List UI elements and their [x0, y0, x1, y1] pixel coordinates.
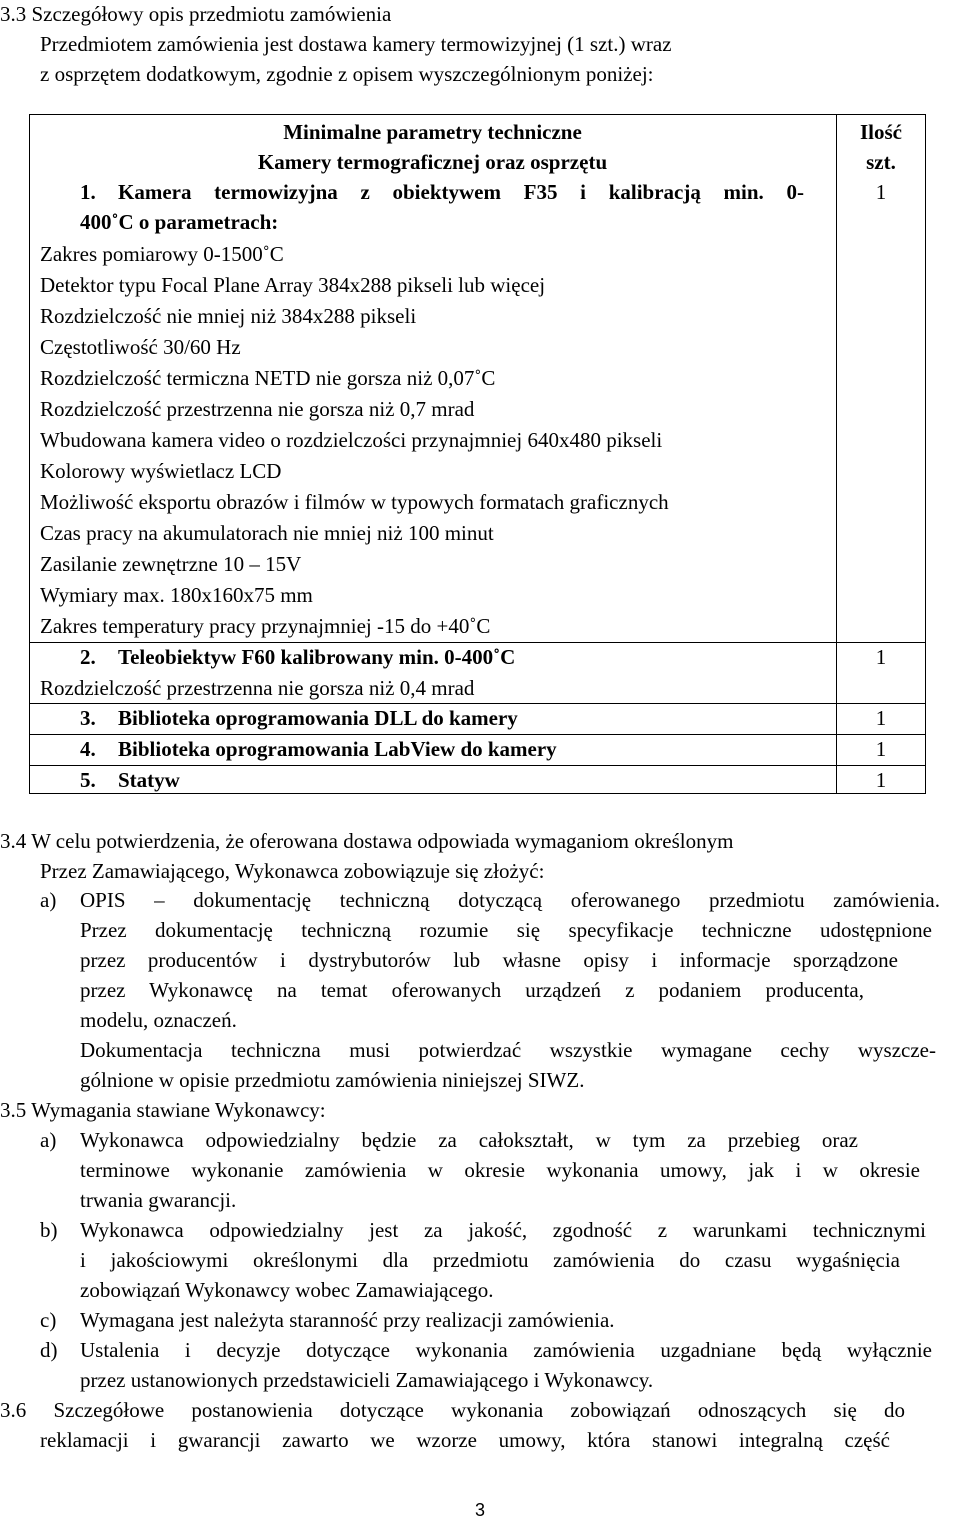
item-1-param: Kolorowy wyświetlacz LCD [40, 459, 282, 483]
item-5-number: 5. [80, 768, 96, 792]
list-marker: a) [40, 1128, 57, 1152]
section-3-5-a-line: trwania gwarancji. [80, 1188, 237, 1212]
section-3-3-intro-line1: Przedmiotem zamówienia jest dostawa kamery termowizyjnej (1 szt.) wraz [40, 32, 672, 56]
item-1-param: Rozdzielczość termiczna NETD nie gorsza niż 0,07˚C [40, 366, 496, 390]
item-1-param: Czas pracy na akumulatorach nie mniej niż 100 minut [40, 521, 494, 545]
section-3-5-d-line: Ustalenia i decyzje dotyczące wykonania zamówienia uzgadniane będą wyłącznie [80, 1338, 932, 1362]
section-3-4-a-line: OPIS – dokumentację techniczną dotyczącą oferowanego przedmiotu zamówienia. [80, 888, 940, 912]
item-1-number: 1. [80, 180, 96, 204]
quantity-header-line1: Ilość [860, 120, 902, 144]
item-1-param: Detektor typu Focal Plane Array 384x288 pikseli lub więcej [40, 273, 546, 297]
quantity-header-line2: szt. [866, 150, 896, 174]
item-3-number: 3. [80, 706, 96, 730]
list-marker: b) [40, 1218, 58, 1242]
section-3-4-line1: 3.4 W celu potwierdzenia, że oferowana dostawa odpowiada wymaganiom określonym [0, 829, 734, 853]
section-3-3-intro-line2: z osprzętem dodatkowym, zgodnie z opisem wyszczególnionym poniżej: [40, 62, 654, 86]
item-2-number: 2. [80, 645, 96, 669]
list-marker: a) [40, 888, 57, 912]
section-3-4-a-line: modelu, oznaczeń. [80, 1008, 237, 1032]
item-1-title: Kamera termowizyjna z obiektywem F35 i kalibracją min. 0- [118, 180, 804, 204]
section-3-5-c-line: Wymagana jest należyta staranność przy realizacji zamówienia. [80, 1308, 615, 1332]
section-3-5-d-line: przez ustanowionych przedstawicieli Zamawiającego i Wykonawcy. [80, 1368, 654, 1392]
section-3-5-heading: 3.5 Wymagania stawiane Wykonawcy: [0, 1098, 326, 1122]
list-marker: d) [40, 1338, 58, 1362]
item-1-quantity: 1 [875, 180, 887, 204]
section-3-4-line2: Przez Zamawiającego, Wykonawca zobowiązuje się złożyć: [40, 859, 545, 883]
table-column-divider [836, 114, 837, 794]
item-1-param: Zakres pomiarowy 0-1500˚C [40, 242, 284, 266]
section-3-4-a-line: Dokumentacja techniczna musi potwierdzać wszystkie wymagane cechy wyszcze- [80, 1038, 936, 1062]
list-marker: c) [40, 1308, 57, 1332]
section-3-4-a-line: przez producentów i dystrybutorów lub własne opisy i informacje sporządzone [80, 948, 898, 972]
section-3-4-a-line: przez Wykonawcę na temat oferowanych urządzeń z podaniem producenta, [80, 978, 864, 1002]
item-4-quantity: 1 [875, 737, 887, 761]
section-3-5-b-line: i jakościowymi określonymi dla przedmiotu zamówienia do czasu wygaśnięcia [80, 1248, 900, 1272]
item-1-param: Rozdzielczość przestrzenna nie gorsza niż 0,7 mrad [40, 397, 475, 421]
section-3-5-a-line: terminowe wykonanie zamówienia w okresie wykonania umowy, jak i w okresie [80, 1158, 920, 1182]
item-3-title: Biblioteka oprogramowania DLL do kamery [118, 706, 518, 730]
item-5-quantity: 1 [875, 768, 887, 792]
section-3-5-b-line: zobowiązań Wykonawcy wobec Zamawiającego. [80, 1278, 494, 1302]
item-1-param: Zakres temperatury pracy przynajmniej -15 do +40˚C [40, 614, 491, 638]
section-3-5-a-line: Wykonawca odpowiedzialny będzie za całokształt, w tym za przebieg oraz [80, 1128, 858, 1152]
item-1-param: Częstotliwość 30/60 Hz [40, 335, 241, 359]
item-1-param: Wymiary max. 180x160x75 mm [40, 583, 313, 607]
section-3-3-heading: 3.3 Szczegółowy opis przedmiotu zamówienia [0, 2, 392, 26]
item-5-title: Statyw [118, 768, 180, 792]
item-2-quantity: 1 [875, 645, 887, 669]
item-3-quantity: 1 [875, 706, 887, 730]
section-3-4-a-line: gólnione w opisie przedmiotu zamówienia niniejszej SIWZ. [80, 1068, 585, 1092]
item-1-param: Możliwość eksportu obrazów i filmów w typowych formatach graficznych [40, 490, 669, 514]
item-1-param: Rozdzielczość nie mniej niż 384x288 pikseli [40, 304, 417, 328]
section-3-4-a-line: Przez dokumentację techniczną rozumie się specyfikacje techniczne udostępnione [80, 918, 932, 942]
section-3-5-b-line: Wykonawca odpowiedzialny jest za jakość, zgodność z warunkami technicznymi [80, 1218, 926, 1242]
item-4-title: Biblioteka oprogramowania LabView do kamery [118, 737, 557, 761]
page-number: 3 [474, 1500, 485, 1520]
item-1-param: Wbudowana kamera video o rozdzielczości przynajmniej 640x480 pikseli [40, 428, 663, 452]
item-4-number: 4. [80, 737, 96, 761]
table-header-line1: Minimalne parametry techniczne [283, 120, 582, 144]
item-2-param: Rozdzielczość przestrzenna nie gorsza niż 0,4 mrad [40, 676, 475, 700]
item-1-param: Zasilanie zewnętrzne 10 – 15V [40, 552, 302, 576]
section-3-6-line1: 3.6 Szczegółowe postanowienia dotyczące wykonania zobowiązań odnoszących się do [0, 1398, 905, 1422]
item-1-title-cont: 400˚C o parametrach: [80, 210, 279, 234]
table-header-line2: Kamery termograficznej oraz osprzętu [257, 150, 608, 174]
section-3-6-line2: reklamacji i gwarancji zawarto we wzorze umowy, która stanowi integralną część [40, 1428, 890, 1452]
item-2-title: Teleobiektyw F60 kalibrowany min. 0-400˚C [118, 645, 516, 669]
